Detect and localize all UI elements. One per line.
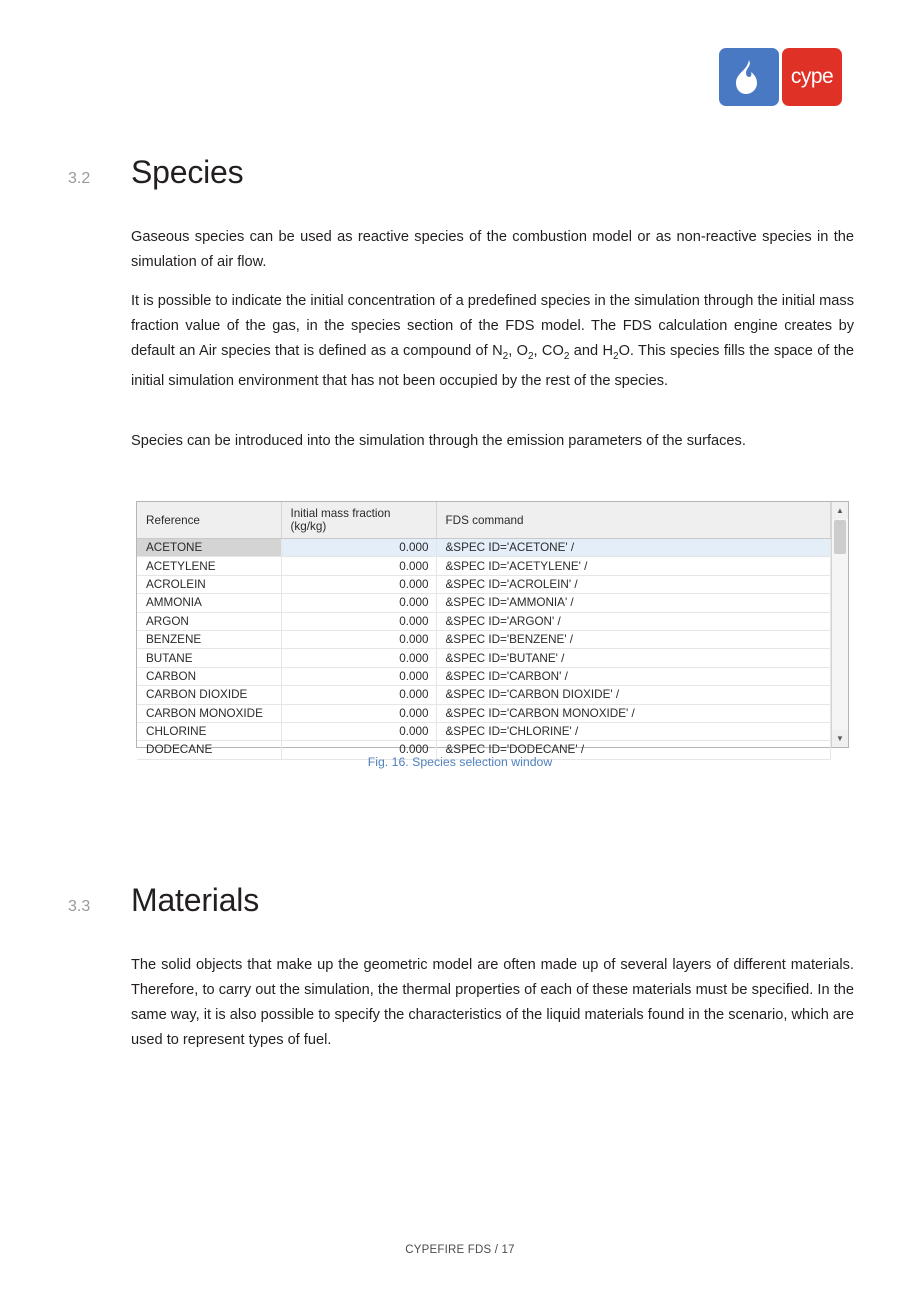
cell-reference: ACETYLENE	[137, 557, 281, 575]
cell-reference: ARGON	[137, 612, 281, 630]
table-row[interactable]	[137, 630, 831, 648]
table-row[interactable]	[137, 594, 831, 612]
table-row[interactable]	[137, 557, 831, 575]
cell-fraction: 0.000	[281, 594, 436, 612]
column-header-initial-mass-fraction[interactable]: Initial mass fraction (kg/kg)	[281, 502, 436, 539]
cell-command: &SPEC ID='BENZENE' /	[436, 630, 831, 648]
species-table	[137, 502, 831, 760]
cell-fraction: 0.000	[281, 557, 436, 575]
section-number: 3.2	[68, 170, 91, 187]
table-row[interactable]	[137, 704, 831, 722]
cell-reference: BENZENE	[137, 630, 281, 648]
paragraph-species-3: Species can be introduced into the simulation through the emission parameters of the surfaces.	[131, 433, 746, 449]
brand-logo	[719, 48, 842, 106]
cell-reference: DODECANE	[137, 741, 281, 759]
table-row[interactable]	[137, 686, 831, 704]
table-row[interactable]	[137, 539, 831, 557]
species-selection-window[interactable]	[136, 501, 849, 757]
cell-fraction: 0.000	[281, 612, 436, 630]
table-row[interactable]	[137, 575, 831, 593]
cell-command: &SPEC ID='CARBON MONOXIDE' /	[436, 704, 831, 722]
table-header-row	[137, 502, 831, 539]
brand-wordmark: cype	[782, 48, 842, 106]
paragraph-species-1: Gaseous species can be used as reactive species of the combustion model or as non-reactive species in the simulation of air flow.	[131, 229, 854, 270]
cell-fraction: 0.000	[281, 741, 436, 759]
cell-reference: ACETONE	[137, 539, 281, 557]
cell-fraction: 0.000	[281, 630, 436, 648]
cell-reference: BUTANE	[137, 649, 281, 667]
cell-command: &SPEC ID='AMMONIA' /	[436, 594, 831, 612]
table-row[interactable]	[137, 722, 831, 740]
page-title: Materials	[131, 882, 260, 918]
cell-reference: AMMONIA	[137, 594, 281, 612]
table-row[interactable]	[137, 612, 831, 630]
cell-reference: CARBON DIOXIDE	[137, 686, 281, 704]
species-table-body	[137, 539, 831, 760]
cell-reference: ACROLEIN	[137, 575, 281, 593]
paragraph-species-2: It is possible to indicate the initial concentration of a predefined species in the simulation through the initial mass fraction value of the gas, in the species section of the FDS model. The FDS calculation engine creates by default an Air species that is defined as a compound of $N_2$, $O_2$, $CO_2$ and $H_2O$. This species fills the space of the initial simulation environment that has not been occupied by the rest of the species.	[131, 293, 855, 389]
species-table-container[interactable]	[137, 502, 831, 757]
cell-command: &SPEC ID='CARBON' /	[436, 667, 831, 685]
figure-caption: Fig. 16. Species selection window	[367, 755, 553, 769]
scroll-up-icon[interactable]: ▲	[832, 502, 848, 519]
scrollbar-thumb[interactable]	[834, 520, 846, 554]
vertical-scrollbar[interactable]	[831, 502, 848, 747]
cell-command: &SPEC ID='DODECANE' /	[436, 741, 831, 759]
cell-command: &SPEC ID='CHLORINE' /	[436, 722, 831, 740]
section-number: 3.3	[68, 898, 91, 915]
cell-command: &SPEC ID='ACETYLENE' /	[436, 557, 831, 575]
cell-fraction: 0.000	[281, 575, 436, 593]
paragraph-materials-1: The solid objects that make up the geometric model are often made up of several layers of different materials. Therefore, to carry out the simulation, the thermal properties of each of these materials must be specified. In the same way, it is also possible to specify the characteristics of the liquid materials found in the scenario, which are used to represent types of fuel.	[131, 957, 854, 1048]
cell-fraction: 0.000	[281, 667, 436, 685]
cell-fraction: 0.000	[281, 686, 436, 704]
column-header-fds-command[interactable]: FDS command	[436, 502, 831, 539]
table-row[interactable]	[137, 649, 831, 667]
cell-command: &SPEC ID='BUTANE' /	[436, 649, 831, 667]
scroll-down-icon[interactable]: ▼	[832, 730, 848, 747]
cell-reference: CHLORINE	[137, 722, 281, 740]
cell-fraction: 0.000	[281, 704, 436, 722]
cell-command: &SPEC ID='ACETONE' /	[436, 539, 831, 557]
cell-fraction: 0.000	[281, 539, 436, 557]
cell-fraction: 0.000	[281, 722, 436, 740]
cell-command: &SPEC ID='CARBON DIOXIDE' /	[436, 686, 831, 704]
page-footer: CYPEFIRE FDS / 17	[405, 1244, 515, 1256]
flame-icon	[719, 48, 779, 106]
cell-command: &SPEC ID='ACROLEIN' /	[436, 575, 831, 593]
cell-reference: CARBON MONOXIDE	[137, 704, 281, 722]
cell-fraction: 0.000	[281, 649, 436, 667]
table-row[interactable]	[137, 667, 831, 685]
cell-reference: CARBON	[137, 667, 281, 685]
cell-command: &SPEC ID='ARGON' /	[436, 612, 831, 630]
column-header-reference[interactable]: Reference	[137, 502, 281, 539]
page-title: Species	[131, 154, 244, 190]
